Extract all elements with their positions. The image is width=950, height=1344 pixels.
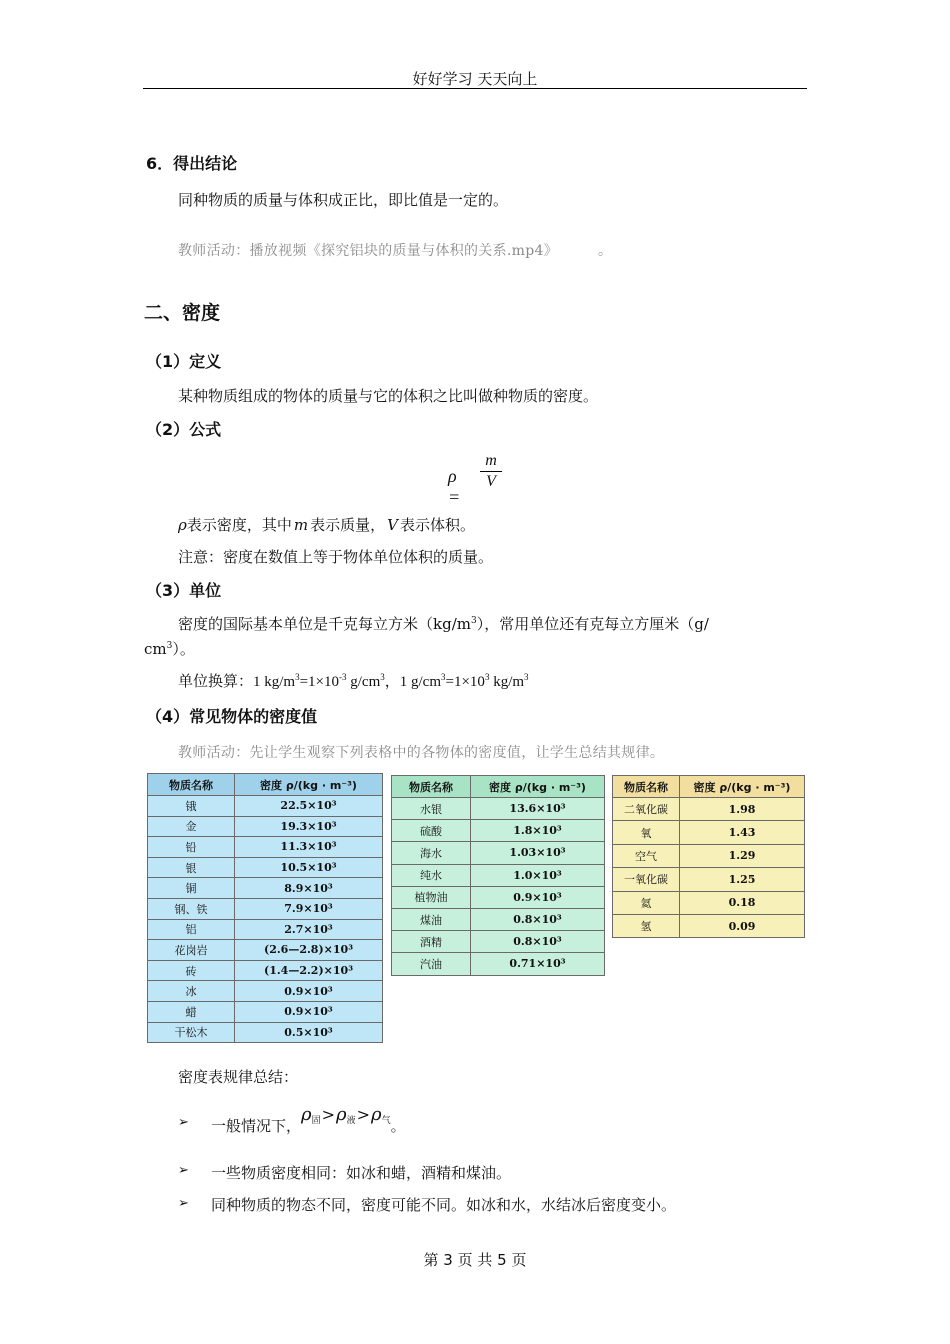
sub-gas: 气 [381,1116,391,1126]
explain-text-2: 表示质量， [310,516,386,534]
table-row [392,931,605,953]
density-value: 8.9×10³ [235,878,383,899]
density-value: 1.8×10³ [471,820,605,842]
definition-heading: （1）定义 [146,352,222,371]
table-row [613,821,805,844]
table-row [148,919,383,940]
table-row [613,891,805,914]
substance-name: 冰 [148,981,235,1002]
density-value: 1.29 [680,844,805,867]
table-row [613,914,805,937]
density-table-liquids [391,775,605,976]
table-row [392,864,605,886]
conv-s4: 3 [441,672,446,682]
b1-text: 一般情况下， [211,1117,302,1135]
table-row [613,868,805,891]
table-row [148,837,383,858]
conv-s5: 3 [484,672,490,682]
fraction-bar [480,471,502,472]
unit-line-1-b: ），常用单位还有克每立方厘米（g/ [476,615,709,633]
density-value: 0.09 [680,914,805,937]
density-section-heading: 二、密度 [144,302,221,324]
substance-name: 铅 [148,837,235,858]
density-value: 19.3×10³ [235,816,383,837]
table-row [148,940,383,961]
unit-sup-1: 3 [470,616,477,626]
formula-fraction [480,452,502,491]
formula-explanation [178,514,475,535]
table-row [392,953,605,975]
density-value: 1.43 [680,821,805,844]
page-header-title: 好好学习 天天向上 [412,70,538,88]
teacher-note-video-text: 教师活动：播放视频《探究铝块的质量与体积的关系.mp4》 [178,243,558,259]
formula-denominator: V [486,473,496,490]
density-value: (2.6—2.8)×10³ [235,940,383,961]
substance-name: 银 [148,857,235,878]
table-row [613,798,805,821]
substance-name: 金 [148,816,235,837]
unit-sup-2: 3 [166,641,173,651]
substance-name: 氢 [613,914,680,937]
m-symbol: m [293,516,309,534]
substance-name: 蜡 [148,1001,235,1022]
substance-name: 空气 [613,844,680,867]
definition-text: 某种物质组成的物体的质量与它的体积之比叫做种物质的密度。 [178,387,599,405]
density-note: 注意：密度在数值上等于物体单位体积的质量。 [178,548,494,566]
formula-lhs: ρ = [448,466,461,507]
bullet-marker-2: ➢ [178,1163,189,1178]
table-row [148,898,383,919]
substance-name: 硫酸 [392,820,471,842]
density-value: 0.71×10³ [471,953,605,975]
density-value: 1.0×10³ [471,864,605,886]
unit-line-2-b: ）。 [172,640,195,658]
substance-name: 水银 [392,798,471,820]
gt-1: > [321,1105,336,1124]
explain-text-1: 表示密度，其中 [186,516,292,534]
density-value: 2.7×10³ [235,919,383,940]
substance-name: 二氧化碳 [613,798,680,821]
teacher-note-video [178,240,612,260]
explain-text-3: 表示体积。 [399,516,475,534]
density-value: 13.6×10³ [471,798,605,820]
substance-name: 氦 [613,891,680,914]
section-6-text: 同种物质的质量与体积成正比，即比值是一定的。 [178,191,509,209]
bullet-marker-1: ➢ [178,1115,189,1130]
summary-title: 密度表规律总结： [178,1068,299,1086]
table-row [392,820,605,842]
density-value: 0.8×10³ [471,908,605,930]
table-row [148,960,383,981]
rho-solid: ρ [301,1104,312,1125]
density-value: (1.4—2.2)×10³ [235,960,383,981]
substance-name: 植物油 [392,886,471,908]
page-footer: 第 3 页 共 5 页 [423,1251,527,1269]
substance-name: 海水 [392,842,471,864]
conv-s6: 3 [524,672,529,682]
substance-name: 一氧化碳 [613,868,680,891]
table-row [392,842,605,864]
table-row [148,796,383,817]
density-table-gases [612,775,805,938]
conv-label: 单位换算：1 kg/m [178,674,296,690]
conv-p2: =1×10 [299,674,340,690]
section-6-heading: 6．得出结论 [146,154,238,173]
table-row [148,1001,383,1022]
rho-gas: ρ [371,1104,382,1125]
gt-2: > [356,1105,371,1124]
rho-symbol: ρ [178,516,187,534]
summary-bullet-3: 同种物质的物态不同，密度可能不同。如冰和水，水结冰后密度变小。 [211,1196,677,1214]
conv-s2: -3 [339,672,347,682]
conv-p4: ，1 g/cm [384,674,442,690]
density-value: 22.5×10³ [235,796,383,817]
table-header-name: 物质名称 [613,776,680,798]
substance-name: 钢、铁 [148,898,235,919]
header-divider [143,88,807,89]
unit-line-1 [178,613,709,634]
substance-name: 锇 [148,796,235,817]
b1-end: 。 [390,1117,406,1135]
table-row [148,1022,383,1043]
density-value: 0.9×10³ [235,981,383,1002]
table-header-name: 物质名称 [148,774,235,796]
substance-name: 干松木 [148,1022,235,1043]
substance-name: 酒精 [392,931,471,953]
unit-line-2-a: cm [144,640,167,658]
teacher-note-video-end: 。 [598,243,613,259]
density-value: 1.25 [680,868,805,891]
conv-p5: =1×10 [445,674,485,690]
unit-conversion [178,670,529,691]
summary-bullet-2: 一些物质密度相同：如冰和蜡，酒精和煤油。 [211,1164,512,1182]
bullet-marker-3: ➢ [178,1196,189,1211]
density-value: 0.9×10³ [471,886,605,908]
table-row [392,886,605,908]
substance-name: 煤油 [392,908,471,930]
unit-line-2 [144,638,195,659]
density-value: 10.5×10³ [235,857,383,878]
table-row [148,981,383,1002]
density-value: 0.8×10³ [471,931,605,953]
common-density-heading: （4）常见物体的密度值 [146,707,318,726]
substance-name: 氧 [613,821,680,844]
conv-s1: 3 [295,672,300,682]
substance-name: 纯水 [392,864,471,886]
unit-line-1-a: 密度的国际基本单位是千克每立方米（kg/m [178,615,471,633]
sub-solid: 固 [311,1116,321,1126]
table-header-density: 密度 ρ/(kg · m⁻³) [471,776,605,798]
sub-liquid: 液 [346,1116,356,1126]
density-value: 7.9×10³ [235,898,383,919]
table-row [148,878,383,899]
summary-bullet-1 [211,1104,406,1135]
substance-name: 砖 [148,960,235,981]
table-row [148,816,383,837]
teacher-note-table: 教师活动：先让学生观察下列表格中的各物体的密度值，让学生总结其规律。 [178,745,665,761]
conv-s3: 3 [380,672,385,682]
density-value: 0.18 [680,891,805,914]
substance-name: 铜 [148,878,235,899]
substance-name: 花岗岩 [148,940,235,961]
formula-heading: （2）公式 [146,420,222,439]
conv-p3: g/cm [346,674,381,690]
density-value: 0.5×10³ [235,1022,383,1043]
conv-p6: kg/m [489,674,525,690]
density-value: 0.9×10³ [235,1001,383,1022]
density-value: 1.03×10³ [471,842,605,864]
table-row [392,908,605,930]
table-row [148,857,383,878]
substance-name: 汽油 [392,953,471,975]
table-header-name: 物质名称 [392,776,471,798]
density-value: 11.3×10³ [235,837,383,858]
unit-heading: （3）单位 [146,581,222,600]
substance-name: 铝 [148,919,235,940]
formula-numerator: m [485,452,497,469]
density-table-solids [147,773,383,1043]
v-symbol: V [387,516,398,534]
table-row [392,798,605,820]
table-header-density: 密度 ρ/(kg · m⁻³) [680,776,805,798]
table-header-density: 密度 ρ/(kg · m⁻³) [235,774,383,796]
density-value: 1.98 [680,798,805,821]
rho-liquid: ρ [336,1104,347,1125]
table-row [613,844,805,867]
